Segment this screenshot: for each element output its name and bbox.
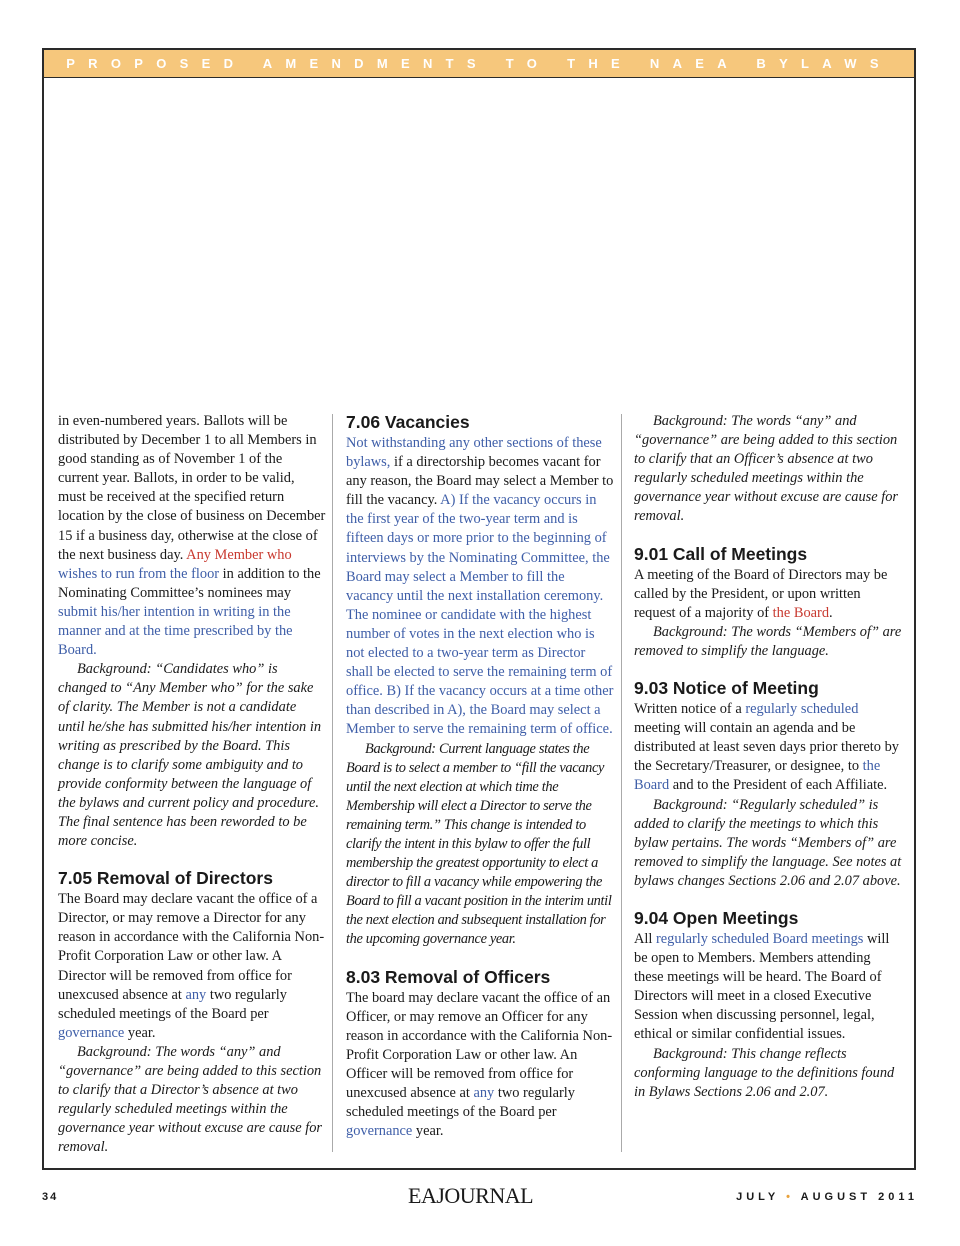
column-divider	[332, 414, 333, 1152]
paragraph-9-01: A meeting of the Board of Directors may be called by the President, or upon written request of a majority of the Board.	[634, 566, 888, 621]
background-note: Background: “Candidates who” is changed to “Any Member who” for the sake of clarity. The Member is not a candidate until he/she has submitted his/her intention in writing as prescribed by the Board. This change is to clarify some ambiguity and to provide conformity between the language of the bylaws and current policy and procedure. The final sentence has been reworded to be more concise.	[58, 661, 322, 850]
column-1	[58, 412, 326, 1157]
section-heading-7-06: 7.06 Vacancies	[346, 412, 470, 432]
separator-dot: •	[786, 1191, 794, 1203]
header-title: PROPOSED AMENDMENTS TO THE NAEA BYLAWS	[66, 56, 892, 71]
background-note: Background: The words “Members of” are removed to simplify the language.	[634, 623, 902, 659]
paragraph-7-05: The Board may declare vacant the office of a Director, or may remove a Director for any reason in accordance with the California Non-Profit Corporation Law or other law. A Director will be removed from office for unexcused absence at any two regularly scheduled meetings of the Board per governance year.	[58, 891, 325, 1041]
paragraph-7-06: Not withstanding any other sections of these bylaws, if a directorship becomes vacant for any reason, the Board may select a Member to fill the vacancy. A) If the vacancy occurs in the first year of the two-year term and is fifteen days or more prior to the beginning of interviews by the Nominating Committee, the Board may select a Member to fill the vacancy until the next installation ceremony. The nominee or candidate with the highest number of votes in the next election who is not elected to a two-year term as Director shall be elected to serve the remaining term of office. B) If the vacancy occurs at a time other than described in A), the Board may select a Member to serve the remaining term of office.	[346, 435, 614, 738]
section-heading-9-01: 9.01 Call of Meetings	[634, 543, 808, 564]
issue-date: JULY • AUGUST 2011	[736, 1191, 918, 1203]
paragraph-8-03: The board may declare vacant the office of an Officer, or may remove an Officer for any reason in accordance with the California Non-Profit Corporation Law or other law. An Officer will be removed from office for unexcused absence at any two regularly scheduled meetings of the Board per governance year.	[346, 989, 613, 1140]
paragraph-9-04: All regularly scheduled Board meetings will be open to Members. Members attending these meetings will be heard. The Board of Directors will meet in a closed Executive Session when discussing personnel, legal, ethical or similar confidential issues.	[634, 930, 890, 1043]
paragraph-9-03: Written notice of a regularly scheduled meeting will contain an agenda and be distributed at least seven days prior thereto by the Secretary/Treasurer, or designee, to the Board and to the President of each Affiliate.	[634, 701, 899, 794]
section-heading-8-03: 8.03 Removal of Officers	[346, 966, 551, 987]
paragraph-ballots: in even-numbered years. Ballots will be distributed by December 1 to all Members in good standing as of November 1 of the current year. Ballots, in order to be valid, must be received at the specified return location by the close of business on December 15 if a business day, otherwise at the close of the next business day. Any Member who wishes to run from the floor in addition to the Nominating Committee’s nominees may submit his/her intention in writing in the manner and at the time prescribed by the Board.	[58, 413, 326, 659]
column-divider	[621, 414, 622, 1152]
column-2	[346, 412, 614, 1141]
background-note: Background: This change reflects conforming language to the definitions found in Bylaws Sections 2.06 and 2.07.	[634, 1045, 895, 1100]
page-frame	[42, 48, 916, 1170]
page-number: 34	[42, 1191, 59, 1203]
background-note: Background: The words “any” and “governance” are being added to this section to clarify that an Officer’s absence at two regularly scheduled meetings within the governance year without excuse are cause for removal.	[634, 413, 899, 525]
journal-logo: EAJOURNAL	[408, 1183, 534, 1208]
section-heading-9-03: 9.03 Notice of Meeting	[634, 678, 819, 699]
background-note: Background: Current language states the Board is to select a member to “fill the vacancy until the next election at which time the Membership will elect a Director to serve the remaining term.” This change is intended to clarify the intent in this bylaw to offer the full membership the greatest opportunity to elect a director to fill a vacancy while empowering the Board to fill a vacant position in the interim until the next election and subsequent installation for the upcoming governance year.	[346, 740, 612, 948]
column-3	[634, 412, 902, 1102]
section-heading-9-04: 9.04 Open Meetings	[634, 907, 799, 928]
background-note: Background: “Regularly scheduled” is added to clarify the meetings to which this bylaw pertains. The words “Members of” are removed to simplify the language. See notes at bylaws changes Sections 2.06 and 2.07 above.	[634, 796, 902, 889]
section-heading-7-05: 7.05 Removal of Directors	[58, 868, 273, 889]
background-note: Background: The words “any” and “governance” are being added to this section to clarify that a Director’s absence at two regularly scheduled meetings within the governance year without excuse are cause for removal.	[58, 1043, 323, 1156]
header-bar	[44, 50, 914, 78]
